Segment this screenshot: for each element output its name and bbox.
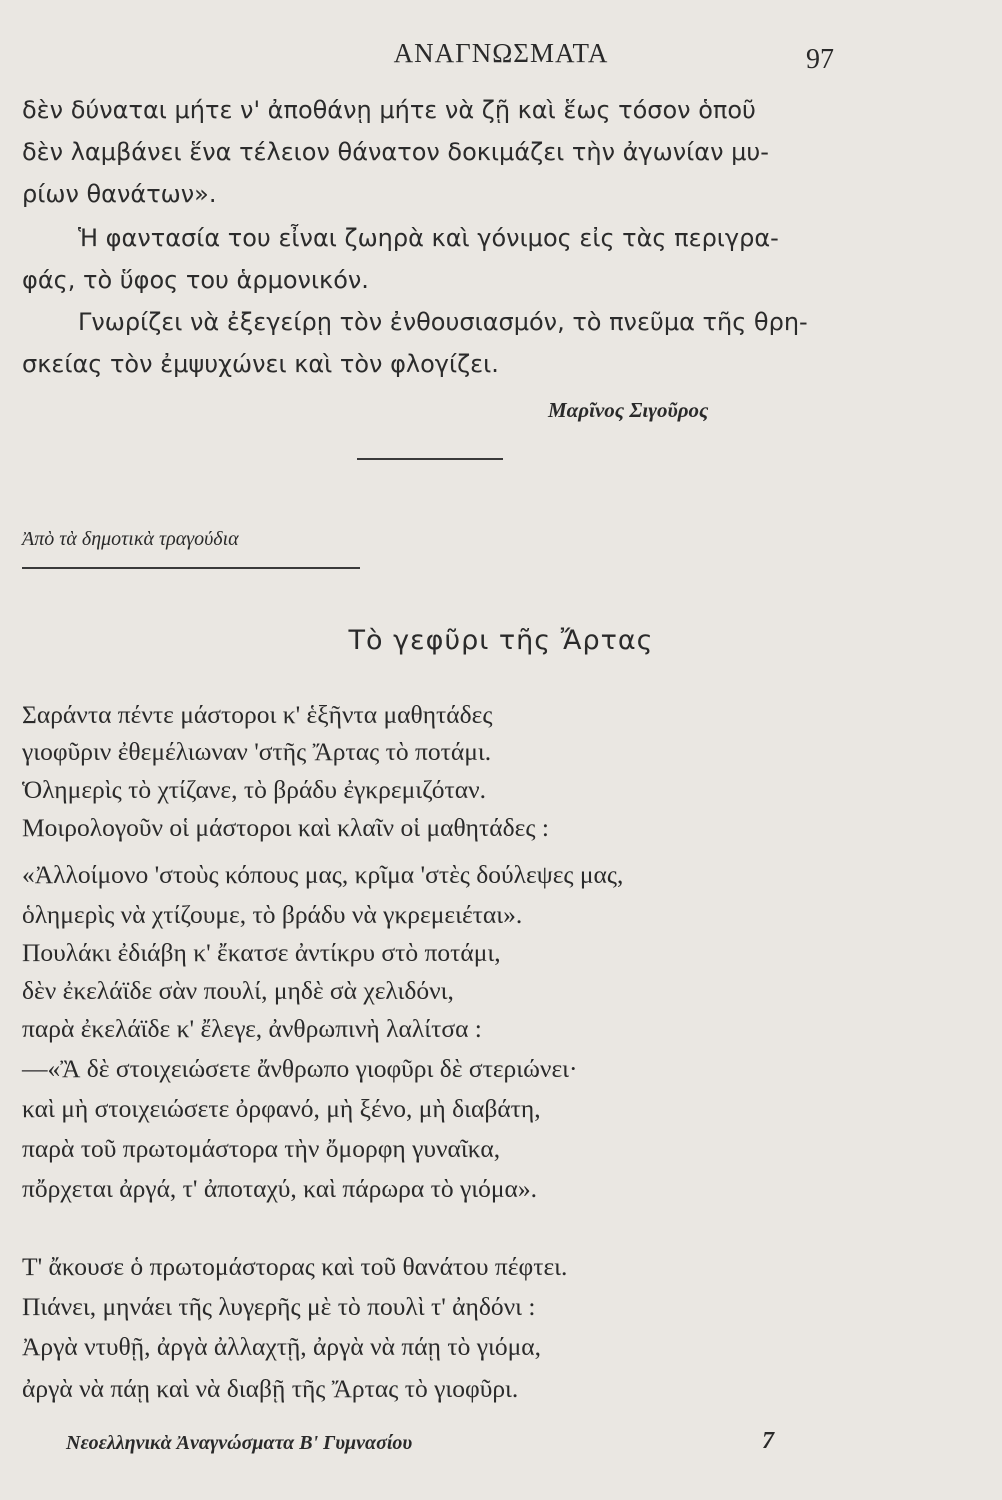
verse-line: Πουλάκι ἐδιάβη κ' ἔκατσε ἀντίκρυ στὸ ποτάμι, [22,938,501,967]
section-label: Ἀπὸ τὰ δημοτικὰ τραγούδια [22,528,239,550]
section-divider [357,458,503,460]
prose-line: φάς, τὸ ὕφος του ἁρμονικόν. [22,266,369,294]
verse-line: —«Ἂ δὲ στοιχειώσετε ἄνθρωπο γιοφῦρι δὲ στεριώνει· [22,1054,578,1083]
verse-line: Πιάνει, μηνάει τῆς λυγερῆς μὲ τὸ πουλὶ τ' ἀηδόνι : [22,1292,536,1321]
prose-line: σκείας τὸν ἐμψυχώνει καὶ τὸν φλογίζει. [22,350,499,378]
footer-book-title: Νεοελληνικὰ Ἀναγνώσματα Β' Γυμνασίου [66,1432,413,1454]
prose-line: δὲν λαμβάνει ἕνα τέλειον θάνατον δοκιμάζει τὴν ἀγωνίαν μυ- [22,138,769,166]
verse-line: δὲν ἐκελάϊδε σὰν πουλί, μηδὲ σὰ χελιδόνι, [22,976,454,1005]
verse-line: Ὁλημερὶς τὸ χτίζανε, τὸ βράδυ ἐγκρεμιζόταν. [22,775,487,804]
prose-line: δὲν δύναται μήτε ν' ἀποθάνῃ μήτε νὰ ζῇ καὶ ἕως τόσον ὁποῦ [22,96,756,124]
author-signature: Μαρῖνος Σιγοῦρος [548,398,709,422]
page-number: 97 [806,44,834,75]
verse-line: Μοιρολογοῦν οἱ μάστοροι καὶ κλαῖν οἱ μαθητάδες : [22,813,549,842]
verse-line: Ἀργὰ ντυθῇ, ἀργὰ ἀλλαχτῇ, ἀργὰ νὰ πάῃ τὸ γιόμα, [22,1332,541,1361]
verse-line: παρὰ ἐκελάϊδε κ' ἔλεγε, ἀνθρωπινὴ λαλίτσα : [22,1014,482,1043]
verse-line: πὄρχεται ἀργά, τ' ἀποταχύ, καὶ πάρωρα τὸ γιόμα». [22,1174,538,1203]
verse-line: παρὰ τοῦ πρωτομάστορα τὴν ὄμορφη γυναῖκα, [22,1134,501,1163]
verse-line: γιοφῦριν ἐθεμέλιωναν 'στῆς Ἄρτας τὸ ποτάμι. [22,737,492,766]
footer-signature-mark: 7 [762,1428,774,1454]
verse-line: Σαράντα πέντε μάστοροι κ' ἑξῆντα μαθητάδες [22,700,493,729]
prose-line: Γνωρίζει νὰ ἐξεγείρῃ τὸν ἐνθουσιασμόν, τὸ πνεῦμα τῆς θρη- [78,308,808,336]
verse-line: «Ἀλλοίμονο 'στοὺς κόπους μας, κρῖμα 'στὲς δούλεψες μας, [22,860,624,889]
verse-line: ἀργὰ νὰ πάῃ καὶ νὰ διαβῇ τῆς Ἄρτας τὸ γιοφῦρι. [22,1374,519,1403]
poem-title: Τὸ γεφῦρι τῆς Ἄρτας [348,625,654,656]
running-title: ΑΝΑΓΝΩΣΜΑΤΑ [393,38,609,68]
verse-line: Τ' ἄκουσε ὁ πρωτομάστορας καὶ τοῦ θανάτου πέφτει. [22,1252,568,1281]
verse-line: ὁλημερὶς νὰ χτίζουμε, τὸ βράδυ νὰ γκρεμειέται». [22,900,523,929]
prose-line: ρίων θανάτων». [22,180,217,208]
verse-line: καὶ μὴ στοιχειώσετε ὀρφανό, μὴ ξένο, μὴ διαβάτη, [22,1094,541,1123]
section-underline [22,567,360,569]
prose-line: Ἡ φαντασία του εἶναι ζωηρὰ καὶ γόνιμος εἰς τὰς περιγρα- [78,224,779,252]
